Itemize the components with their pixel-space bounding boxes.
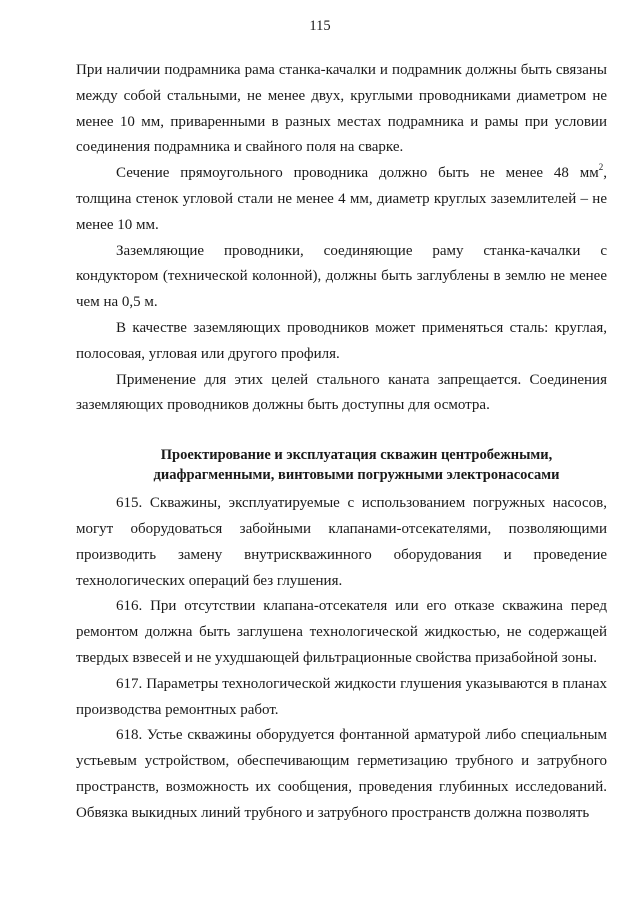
document-body [76, 58, 607, 827]
paragraph-615: 615. Скважины, эксплуатируемые с использованием погружных насосов, могут оборудоваться забойными клапанами-отсекателями, позволяющими производить замену внутрискважинного оборудования и проведение технологических операций без глушения. [76, 495, 607, 589]
superscript: 2 [598, 162, 604, 173]
paragraph-617: 617. Параметры технологической жидкости глушения указываются в планах производства ремонтных работ. [76, 675, 607, 718]
paragraph-conductor-section [76, 161, 607, 238]
paragraph-text: Сечение прямоугольного проводника должно быть не менее 48 мм [116, 165, 599, 182]
spacer [76, 419, 607, 445]
paragraph-grounding-conductors-depth: Заземляющие проводники, соединяющие раму станка-качалки с кондуктором (технической колонной), должны быть заглублены в землю не менее чем на 0,5 м. [76, 242, 607, 311]
paragraph-steel-types: В качестве заземляющих проводников может применяться сталь: круглая, полосовая, угловая или другого профиля. [76, 319, 607, 362]
page-number: 115 [309, 18, 331, 34]
section-heading: Проектирование и эксплуатация скважин центробежными, диафрагменными, винтовыми погружными электронасосами [153, 447, 560, 484]
paragraph-616: 616. При отсутствии клапана-отсекателя или его отказе скважина перед ремонтом должна быть заглушена технологической жидкостью, не содержащей твердых взвесей и не ухудшающей фильтрационные свойства призабойной зоны. [76, 598, 607, 666]
paragraph-text: , толщина стенок угловой стали не менее 4 мм, диаметр круглых заземлителей – не менее 10 мм. [76, 165, 607, 233]
paragraph-cable-prohibited: Применение для этих целей стального каната запрещается. Соединения заземляющих проводников должны быть доступны для осмотра. [76, 371, 607, 414]
paragraph-subframe-grounding: При наличии подрамника рама станка-качалки и подрамник должны быть связаны между собой стальными, не менее двух, круглыми проводниками диаметром не менее 10 мм, приваренными в разных местах подрамника и рамы при условии соединения подрамника и свайного поля на сварке. [76, 62, 607, 156]
paragraph-618: 618. Устье скважины оборудуется фонтанной арматурой либо специальным устьевым устройством, обеспечивающим герметизацию трубного и затрубного пространств, возможность их сообщения, проведения глубинных исследований. Обвязка выкидных линий трубного и затрубного пространств должна позволять [76, 727, 607, 821]
